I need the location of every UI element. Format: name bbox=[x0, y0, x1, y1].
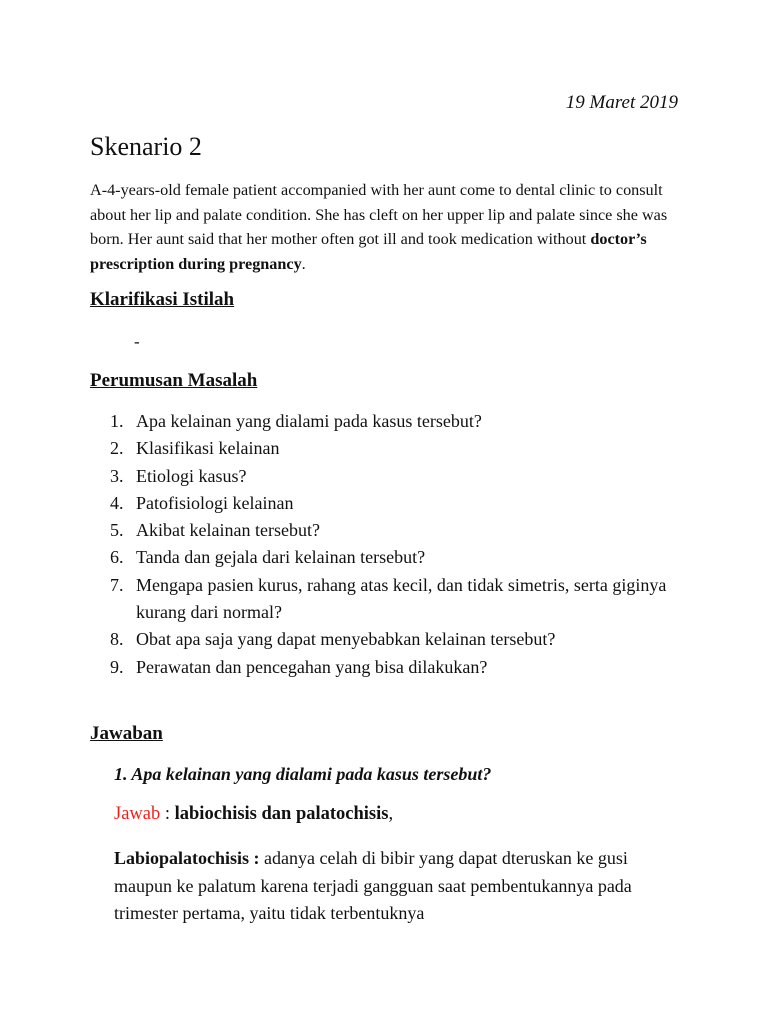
list-item-number: 7. bbox=[110, 574, 124, 595]
jawab-label: Jawab bbox=[114, 804, 161, 824]
document-date: 19 Maret 2019 bbox=[565, 92, 678, 113]
jawab-answer-tail: , bbox=[388, 804, 394, 824]
klarifikasi-heading: Klarifikasi Istilah bbox=[90, 289, 235, 310]
list-item-number: 1. bbox=[110, 411, 124, 431]
list-item bbox=[110, 490, 670, 517]
list-item-number: 5. bbox=[110, 520, 124, 541]
list-item-text: Akibat kelainan tersebut? bbox=[136, 520, 320, 541]
list-item-number: 2. bbox=[110, 438, 124, 459]
scenario-end: . bbox=[301, 254, 306, 273]
list-item-number: 8. bbox=[110, 629, 124, 650]
definition-paragraph bbox=[114, 845, 674, 928]
jawab-separator: : bbox=[160, 804, 175, 824]
list-item-text: Klasifikasi kelainan bbox=[136, 438, 280, 459]
list-item bbox=[110, 544, 670, 571]
perumusan-heading: Perumusan Masalah bbox=[90, 370, 258, 391]
list-item bbox=[110, 408, 670, 435]
list-item bbox=[110, 626, 670, 653]
list-item bbox=[110, 654, 670, 681]
jawaban-answer bbox=[114, 804, 393, 825]
list-item-number: 3. bbox=[110, 465, 124, 486]
scenario-paragraph bbox=[90, 178, 690, 276]
list-item-text: Mengapa pasien kurus, rahang atas kecil, dan tidak simetris, serta giginya kurang dari normal? bbox=[136, 574, 667, 623]
list-item bbox=[110, 572, 670, 627]
scenario-title: Skenario 2 bbox=[90, 132, 202, 161]
list-item-text: Apa kelainan yang dialami pada kasus tersebut? bbox=[136, 411, 482, 431]
jawab-answer-bold: labiochisis dan palatochisis bbox=[174, 804, 389, 824]
scenario-bold-text: doctor’s prescription during pregnancy bbox=[90, 230, 647, 273]
klarifikasi-content: - bbox=[134, 332, 140, 351]
list-item-number: 9. bbox=[110, 656, 124, 677]
definition-text: adanya celah di bibir yang dapat dteruskan ke gusi maupun ke palatum karena terjadi gangguan saat pembentukannya pada trimester pertama, yaitu tidak terbentuknya bbox=[114, 848, 632, 923]
list-item bbox=[110, 435, 670, 462]
list-item bbox=[110, 517, 670, 544]
list-item-text: Perawatan dan pencegahan yang bisa dilakukan? bbox=[136, 656, 488, 677]
list-item-text: Patofisiologi kelainan bbox=[136, 492, 294, 513]
definition-term: Labiopalatochisis : bbox=[114, 848, 260, 868]
scenario-text: A-4-years-old female patient accompanied with her aunt come to dental clinic to consult about her lip and palate condition. She has cleft on her upper lip and palate since she was born. Her aunt said that her mother often got ill and took medication without bbox=[90, 181, 668, 248]
list-item-number: 6. bbox=[110, 547, 124, 568]
jawaban-heading: Jawaban bbox=[90, 723, 163, 744]
perumusan-list bbox=[110, 408, 670, 681]
jawaban-question: 1. Apa kelainan yang dialami pada kasus tersebut? bbox=[114, 764, 492, 784]
list-item-text: Etiologi kasus? bbox=[136, 465, 247, 486]
list-item-text: Obat apa saja yang dapat menyebabkan kelainan tersebut? bbox=[136, 629, 556, 650]
list-item bbox=[110, 463, 670, 490]
list-item-number: 4. bbox=[110, 492, 124, 513]
list-item-text: Tanda dan gejala dari kelainan tersebut? bbox=[136, 547, 426, 568]
